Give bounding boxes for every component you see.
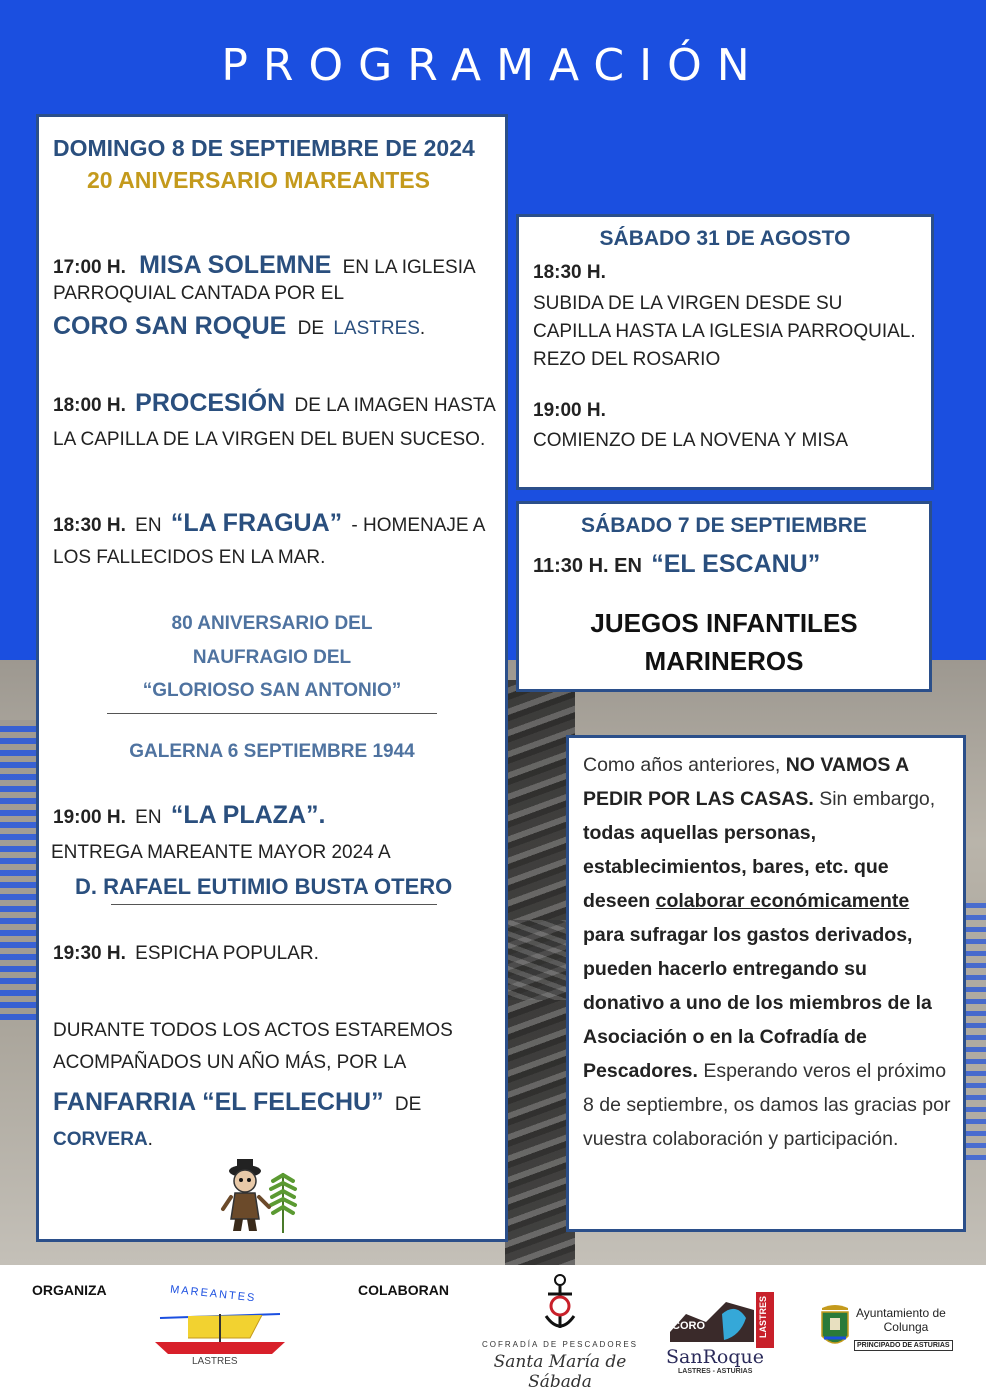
event-time: 19:30 H. <box>53 943 126 964</box>
coro-san-roque-logo <box>666 1292 778 1378</box>
closing-text: ACOMPAÑADOS UN AÑO MÁS, POR LA <box>53 1052 407 1073</box>
event-text: LOS FALLECIDOS EN LA MAR. <box>53 547 326 568</box>
divider <box>107 713 437 714</box>
divider <box>111 904 437 905</box>
anniversary-line: NAUFRAGIO DEL <box>192 647 352 668</box>
panel-donation-note <box>566 735 966 1232</box>
background-splash <box>0 720 40 1020</box>
event-line <box>53 1088 421 1117</box>
event-text: EN LA IGLESIA <box>342 257 476 278</box>
page-title: PROGRAMACIÓN <box>221 40 765 91</box>
cofradia-logo <box>460 1272 660 1392</box>
event-line <box>53 509 485 538</box>
panel-domingo <box>36 114 508 1242</box>
mareantes-logo <box>140 1284 300 1376</box>
organiza-label: ORGANIZA <box>32 1282 107 1298</box>
event-text: ESPICHA POPULAR. <box>135 943 319 964</box>
note-underlined: colaborar económicamente <box>655 890 910 912</box>
logo-text: Colunga <box>883 1320 929 1334</box>
anniversary-line: 80 ANIVERSARIO DEL <box>171 613 373 634</box>
punctuation: . <box>318 801 326 829</box>
event-line <box>53 801 325 830</box>
event-text: DE <box>394 1094 422 1115</box>
event-title: PROCESIÓN <box>135 389 286 417</box>
place-name: “LA FRAGUA” <box>170 509 343 537</box>
punctuation: . <box>147 1129 153 1150</box>
event-text: - HOMENAJE A <box>351 515 486 536</box>
event-title: JUEGOS INFANTILES <box>590 608 858 638</box>
event-text: EN <box>135 807 162 828</box>
boat-icon <box>150 1300 290 1360</box>
event-line <box>53 389 496 418</box>
ayuntamiento-logo <box>818 1302 968 1358</box>
place-name: “EL ESCANU” <box>651 550 821 578</box>
agosto-date: SÁBADO 31 DE AGOSTO <box>599 227 851 250</box>
event-line <box>53 943 319 965</box>
logo-text: Ayuntamiento de <box>856 1306 946 1320</box>
event-text: EN <box>135 515 162 536</box>
note-text: Esperando veros el próximo 8 de septiembre, os damos las gracias por vuestra colaboración y participación. <box>583 1060 951 1150</box>
event-time: 17:00 H. <box>53 257 126 278</box>
panel-agosto <box>516 214 934 490</box>
event-time: 18:30 H. <box>53 515 126 536</box>
note-emphasis: todas aquellas personas, establecimientos, bares, etc. que deseen <box>583 822 889 912</box>
event-text: DE LA IMAGEN HASTA <box>294 395 496 416</box>
logo-text: SanRoque <box>666 1346 764 1368</box>
anchor-icon <box>542 1272 578 1336</box>
event-time: 18:00 H. <box>53 395 126 416</box>
event-title: MARINEROS <box>644 646 804 676</box>
logo-text: LASTRES <box>192 1356 238 1367</box>
note-text: Como años anteriores, <box>583 754 781 776</box>
note-emphasis: para sufragar los gastos derivados, pueden hacerlo entregando su donativo a uno de los miembros de la Asociación o en la Cofradía de Pescadores. <box>583 924 932 1082</box>
event-text: PARROQUIAL CANTADA POR EL <box>53 283 345 304</box>
event-line <box>533 550 820 579</box>
event-text: CAPILLA HASTA LA IGLESIA PARROQUIAL. <box>533 321 916 342</box>
galerna-date: GALERNA 6 SEPTIEMBRE 1944 <box>129 741 415 762</box>
event-text: LA CAPILLA DE LA VIRGEN DEL BUEN SUCESO. <box>53 429 486 450</box>
place-name: CORVERA <box>53 1129 148 1150</box>
logo-text: LASTRES <box>758 1296 768 1339</box>
event-title: MISA SOLEMNE <box>139 251 332 279</box>
closing-text: DURANTE TODOS LOS ACTOS ESTAREMOS <box>53 1020 453 1041</box>
panel-septiembre-7 <box>516 501 932 692</box>
place-name: “LA PLAZA” <box>170 801 319 829</box>
event-time: 19:00 H. <box>53 807 126 828</box>
note-text: Sin embargo, <box>819 788 936 810</box>
event-text: COMIENZO DE LA NOVENA Y MISA <box>533 430 848 451</box>
logo-text: COFRADÍA DE PESCADORES <box>481 1340 639 1349</box>
event-time: 11:30 H. EN <box>533 555 642 577</box>
event-time: 18:30 H. <box>533 262 606 283</box>
punctuation: . <box>419 318 426 339</box>
event-text: ENTREGA MAREANTE MAYOR 2024 A <box>51 842 391 863</box>
choir-name: CORO SAN ROQUE <box>53 312 287 340</box>
honoree-name: D. RAFAEL EUTIMIO BUSTA OTERO <box>75 874 453 899</box>
event-line <box>53 251 476 280</box>
logo-text: MAREANTES <box>169 1283 257 1305</box>
note-emphasis: NO VAMOS A PEDIR POR LAS CASAS. <box>583 754 909 810</box>
anniversary-line: “GLORIOSO SAN ANTONIO” <box>142 680 402 701</box>
event-text: SUBIDA DE LA VIRGEN DESDE SU <box>533 293 843 314</box>
donation-note <box>583 748 953 1156</box>
event-text: DE <box>297 318 325 339</box>
logo-text: CORO <box>672 1320 705 1332</box>
logo-text: LASTRES - ASTURIAS <box>678 1368 753 1375</box>
domingo-subtitle: 20 ANIVERSARIO MAREANTES <box>87 167 430 193</box>
logo-text: Santa María de Sábada <box>493 1352 627 1392</box>
band-name: FANFARRIA “EL FELECHU” <box>53 1088 384 1116</box>
logo-text: PRINCIPADO DE ASTURIAS <box>854 1340 953 1351</box>
place-name: LASTRES <box>333 318 420 339</box>
event-time: 19:00 H. <box>533 400 606 421</box>
mascot-illustration <box>217 1153 301 1235</box>
event-line <box>53 1129 153 1151</box>
event-text: REZO DEL ROSARIO <box>533 349 721 370</box>
event-line <box>53 312 425 341</box>
colaboran-label: COLABORAN <box>358 1282 449 1298</box>
domingo-date: DOMINGO 8 DE SEPTIEMBRE DE 2024 <box>53 135 475 161</box>
sept7-date: SÁBADO 7 DE SEPTIEMBRE <box>581 514 867 537</box>
coat-of-arms-icon <box>818 1302 852 1352</box>
